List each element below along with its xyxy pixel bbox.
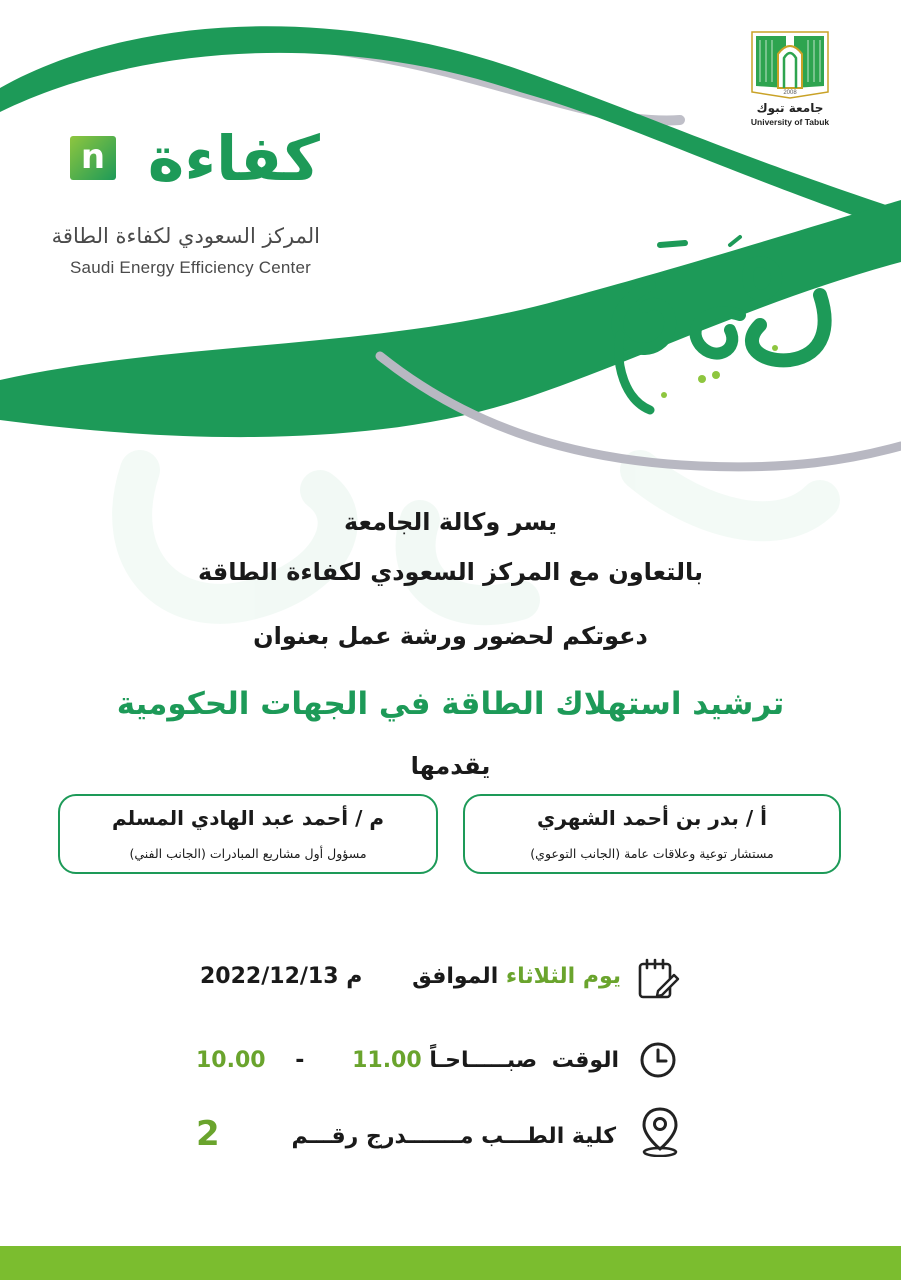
- presenter-name: م / أحمد عبد الهادي المسلم: [111, 806, 385, 830]
- invitation-line-1: يسر وكالة الجامعة: [343, 508, 558, 536]
- university-year: 2008: [783, 90, 797, 96]
- location-pin-icon: [640, 1105, 680, 1157]
- invitation-calligraphy: [590, 225, 840, 425]
- invitation-line-2: بالتعاون مع المركز السعودي لكفاءة الطاقة: [197, 558, 704, 586]
- event-date-prefix: الموافق: [412, 964, 499, 989]
- seec-logo-word: كفاءة: [147, 122, 320, 195]
- calendar-edit-icon: [636, 957, 680, 1001]
- event-time-row: [196, 1048, 537, 1073]
- presenter-name: أ / بدر بن أحمد الشهري: [537, 806, 767, 830]
- university-name-en: University of Tabuk: [750, 117, 830, 127]
- clock-icon: [638, 1040, 678, 1080]
- event-date: 2022/12/13: [200, 964, 339, 989]
- event-time-from: 10.00: [196, 1048, 266, 1073]
- workshop-title: ترشيد استهلاك الطاقة في الجهات الحكومية: [116, 686, 785, 722]
- event-time-period: صبـــــاحـاً: [429, 1048, 538, 1073]
- event-hall-number: 2: [196, 1114, 220, 1154]
- event-time-separator: -: [295, 1048, 305, 1073]
- presenter-role: مستشار توعية وعلاقات عامة (الجانب التوعوي): [530, 846, 774, 861]
- event-date-value-row: [190, 964, 362, 989]
- university-name-ar: جامعة تبوك: [756, 101, 824, 115]
- presenter-role: مسؤول أول مشاريع المبادرات (الجانب الفني): [129, 846, 367, 861]
- footer-bar: [0, 1246, 901, 1280]
- event-date-row: [412, 964, 621, 989]
- seec-name-en: Saudi Energy Efficiency Center: [70, 258, 311, 277]
- presenter-card-2: [58, 794, 438, 874]
- event-date-suffix: م: [346, 964, 363, 989]
- seec-name-ar: المركز السعودي لكفاءة الطاقة: [51, 224, 320, 248]
- presented-by-label: يقدمها: [410, 752, 491, 780]
- event-time-label: الوقت: [551, 1048, 619, 1073]
- seec-logo-mark: n: [70, 136, 116, 180]
- presenter-card-1: [463, 794, 841, 874]
- event-location: كلية الطـــب مـــــــدرج رقـــم: [291, 1124, 616, 1149]
- invitation-line-3: دعوتكم لحضور ورشة عمل بعنوان: [253, 622, 648, 650]
- event-time-to: 11.00: [352, 1048, 422, 1073]
- event-day: يوم الثلاثاء: [505, 964, 621, 989]
